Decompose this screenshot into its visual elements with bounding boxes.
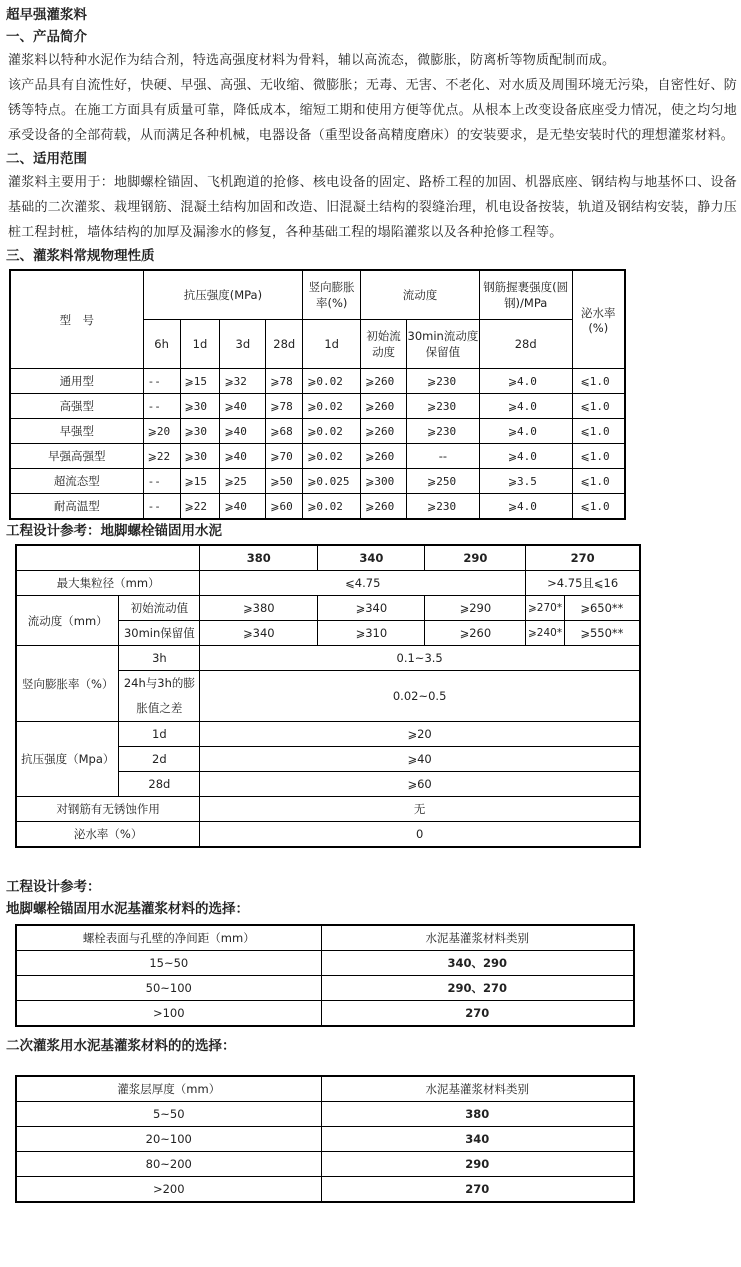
- section1-heading: 一、产品简介: [6, 29, 87, 45]
- cell: --: [143, 469, 180, 494]
- cell: ⩾310: [318, 621, 425, 646]
- col-270: 270: [526, 545, 640, 571]
- cell: ⩾230: [407, 494, 480, 520]
- cell: ⩾270*: [526, 596, 564, 621]
- cell: >200: [16, 1177, 321, 1203]
- cell: ⩾4.0: [479, 419, 572, 444]
- cell: ⩾4.0: [479, 369, 572, 394]
- cell: ⩾40: [220, 494, 266, 520]
- design-ref2-sub2: 二次灌浆用水泥基灌浆材料的的选择：: [6, 1038, 236, 1054]
- cell: 290、270: [321, 976, 634, 1001]
- cell: ⩾380: [200, 596, 318, 621]
- anchor-cement-table: [15, 544, 641, 848]
- sub-6h: 6h: [143, 320, 180, 369]
- secondary-selection-table: [15, 1075, 635, 1203]
- cell: ⩾0.02: [303, 444, 361, 469]
- cell: ⩾25: [220, 469, 266, 494]
- table-row: [10, 419, 625, 444]
- max-agg-label: 最大集粒径（mm）: [16, 571, 200, 596]
- flow-init-label: 初始流动值: [119, 596, 200, 621]
- sub-28d: 28d: [266, 320, 303, 369]
- cell: --: [407, 444, 480, 469]
- table-row: [16, 1177, 634, 1203]
- corrosion: 无: [200, 797, 640, 822]
- cell: ⩾260: [361, 444, 407, 469]
- cell: ⩾40: [220, 419, 266, 444]
- cell: ⩾50: [266, 469, 303, 494]
- cell: ⩾68: [266, 419, 303, 444]
- table-row: [10, 369, 625, 394]
- cell: ⩽1.0: [572, 419, 625, 444]
- anchor-selection-table: [15, 924, 635, 1027]
- design-ref2-sub1: 地脚螺栓锚固用水泥基灌浆材料的选择：: [6, 901, 249, 917]
- design-ref2-heading: 工程设计参考：: [6, 879, 101, 895]
- cell: 通用型: [10, 369, 143, 394]
- cell: ⩾230: [407, 394, 480, 419]
- col-bleed-header: 泌水率(%): [572, 270, 625, 369]
- col-flow-header: 流动度: [361, 270, 480, 320]
- cell: ⩾290: [425, 596, 526, 621]
- sub-3d: 3d: [220, 320, 266, 369]
- exp-3h-label: 3h: [119, 646, 200, 671]
- str-2d: ⩾40: [200, 747, 640, 772]
- bleed: 0: [200, 822, 640, 848]
- exp-3h: 0.1~3.5: [200, 646, 640, 671]
- cell: --: [143, 369, 180, 394]
- cell: >100: [16, 1001, 321, 1027]
- cell: 高强型: [10, 394, 143, 419]
- t4-head-0: 灌浆层厚度（mm）: [16, 1076, 321, 1102]
- cell: 80~200: [16, 1152, 321, 1177]
- cell: 270: [321, 1177, 634, 1203]
- cell: ⩾260: [361, 494, 407, 520]
- table-row: [10, 469, 625, 494]
- cell: 超流态型: [10, 469, 143, 494]
- bleed-label: 泌水率（%）: [16, 822, 200, 848]
- cell: ⩾30: [180, 444, 220, 469]
- str-2d-label: 2d: [119, 747, 200, 772]
- str-1d: ⩾20: [200, 722, 640, 747]
- exp-diff: 0.02~0.5: [200, 671, 640, 722]
- cell: ⩾340: [200, 621, 318, 646]
- cell: ⩾15: [180, 469, 220, 494]
- str-28d-label: 28d: [119, 772, 200, 797]
- table-row: [10, 394, 625, 419]
- section2-heading: 二、适用范围: [6, 151, 87, 167]
- str-1d-label: 1d: [119, 722, 200, 747]
- exp-label: 竖向膨胀率（%）: [16, 646, 119, 722]
- cell: ⩾230: [407, 419, 480, 444]
- cell: 5~50: [16, 1102, 321, 1127]
- max-agg-b: >4.75且⩽16: [526, 571, 640, 596]
- cell: ⩾550**: [564, 621, 640, 646]
- cell: 15~50: [16, 951, 321, 976]
- cell: ⩾250: [407, 469, 480, 494]
- cell: ⩽1.0: [572, 494, 625, 520]
- cell: 380: [321, 1102, 634, 1127]
- col-bond-header: 钢筋握裹强度(圆钢)/MPa: [479, 270, 572, 320]
- t4-head-1: 水泥基灌浆材料类别: [321, 1076, 634, 1102]
- section1-para1: 灌浆料以特种水泥作为结合剂，特选高强度材料为骨料，辅以高流态，微膨胀，防离析等物质配制而成。: [8, 53, 616, 68]
- cell: ⩾650**: [564, 596, 640, 621]
- sub-1d: 1d: [180, 320, 220, 369]
- cell: 340: [321, 1127, 634, 1152]
- doc-title: 超早强灌浆料: [6, 7, 87, 23]
- cell: ⩾260: [361, 369, 407, 394]
- sub-flow-30: 30min流动度保留值: [407, 320, 480, 369]
- table-row: [16, 1001, 634, 1027]
- cell: 耐高温型: [10, 494, 143, 520]
- max-agg-a: ⩽4.75: [200, 571, 526, 596]
- cell: 早强高强型: [10, 444, 143, 469]
- cell: ⩾32: [220, 369, 266, 394]
- table-row: [16, 1152, 634, 1177]
- corrosion-label: 对钢筋有无锈蚀作用: [16, 797, 200, 822]
- cell: ⩾40: [220, 444, 266, 469]
- table-row: [10, 444, 625, 469]
- cell: ⩾40: [220, 394, 266, 419]
- cell: ⩾30: [180, 394, 220, 419]
- col-type-header: 型 号: [10, 270, 143, 369]
- col-strength-header: 抗压强度(MPa): [143, 270, 303, 320]
- cell: ⩾4.0: [479, 444, 572, 469]
- col-expansion-header: 竖向膨胀率(%): [303, 270, 361, 320]
- table-row: [16, 951, 634, 976]
- flow-30-label: 30min保留值: [119, 621, 200, 646]
- cell: ⩾0.02: [303, 419, 361, 444]
- col-340: 340: [318, 545, 425, 571]
- cell: 270: [321, 1001, 634, 1027]
- cell: 早强型: [10, 419, 143, 444]
- cell: ⩾60: [266, 494, 303, 520]
- cell: ⩾78: [266, 369, 303, 394]
- cell: ⩾260: [361, 419, 407, 444]
- table-row: [10, 494, 625, 520]
- cell: ⩾340: [318, 596, 425, 621]
- sub-bond-28d: 28d: [479, 320, 572, 369]
- cell: ⩾300: [361, 469, 407, 494]
- cell: ⩾0.025: [303, 469, 361, 494]
- cell: ⩾260: [361, 394, 407, 419]
- cell: ⩾30: [180, 419, 220, 444]
- section3-heading: 三、灌浆料常规物理性质: [6, 248, 155, 264]
- cell: ⩾4.0: [479, 394, 572, 419]
- exp-diff-label: 24h与3h的膨胀值之差: [119, 671, 200, 722]
- cell: ⩾20: [143, 419, 180, 444]
- str-label: 抗压强度（Mpa）: [16, 722, 119, 797]
- cell: ⩾0.02: [303, 369, 361, 394]
- table-row: [16, 1102, 634, 1127]
- design-ref-heading: 工程设计参考：地脚螺栓锚固用水泥: [6, 523, 222, 539]
- col-290: 290: [425, 545, 526, 571]
- cell: ⩽1.0: [572, 469, 625, 494]
- cell: ⩾4.0: [479, 494, 572, 520]
- section2-para: 灌浆料主要用于：地脚螺栓锚固、飞机跑道的抢修、核电设备的固定、路桥工程的加固、机器底座、钢结构与地基怀口、设备基础的二次灌浆、栽埋钢筋、混凝土结构加固和改造、旧混凝土结构的裂缝治理，机电设备按装，轨道及钢结构安装，静力压桩工程封桩，墙体结构的加厚及漏渗水的修复，各种基础工程的塌陷灌浆以及各种抢修工程等。: [8, 175, 737, 240]
- cell: ⩾260: [425, 621, 526, 646]
- cell: ⩾0.02: [303, 394, 361, 419]
- cell: ⩾0.02: [303, 494, 361, 520]
- cell: 340、290: [321, 951, 634, 976]
- properties-table: [9, 269, 626, 520]
- col-380: 380: [200, 545, 318, 571]
- cell: ⩾78: [266, 394, 303, 419]
- sub-flow-init: 初始流动度: [361, 320, 407, 369]
- sub-exp-1d: 1d: [303, 320, 361, 369]
- cell: ⩾70: [266, 444, 303, 469]
- cell: ⩾22: [143, 444, 180, 469]
- cell: ⩾3.5: [479, 469, 572, 494]
- cell: ⩽1.0: [572, 444, 625, 469]
- table-row: [16, 976, 634, 1001]
- section1-para2: 该产品具有自流性好，快硬、早强、高强、无收缩、微膨胀；无毒、无害、不老化、对水质及周围环境无污染，自密性好、防锈等特点。在施工方面具有质量可靠，降低成本，缩短工期和使用方便等优点。从根本上改变设备底座受力情况，使之均匀地承受设备的全部荷载，从而满足各种机械，电器设备（重型设备高精度磨床）的安装要求，是无垫安装时代的理想灌浆材料。: [8, 78, 737, 143]
- str-28d: ⩾60: [200, 772, 640, 797]
- flow-label: 流动度（mm）: [16, 596, 119, 646]
- cell: ⩾15: [180, 369, 220, 394]
- table-row: [16, 1127, 634, 1152]
- cell: --: [143, 394, 180, 419]
- cell: --: [143, 494, 180, 520]
- cell: 50~100: [16, 976, 321, 1001]
- cell: ⩾240*: [526, 621, 564, 646]
- cell: ⩾22: [180, 494, 220, 520]
- cell: ⩽1.0: [572, 369, 625, 394]
- cell: ⩽1.0: [572, 394, 625, 419]
- cell: 290: [321, 1152, 634, 1177]
- cell: ⩾230: [407, 369, 480, 394]
- cell: 20~100: [16, 1127, 321, 1152]
- t3-head-0: 螺栓表面与孔壁的净间距（mm）: [16, 925, 321, 951]
- t3-head-1: 水泥基灌浆材料类别: [321, 925, 634, 951]
